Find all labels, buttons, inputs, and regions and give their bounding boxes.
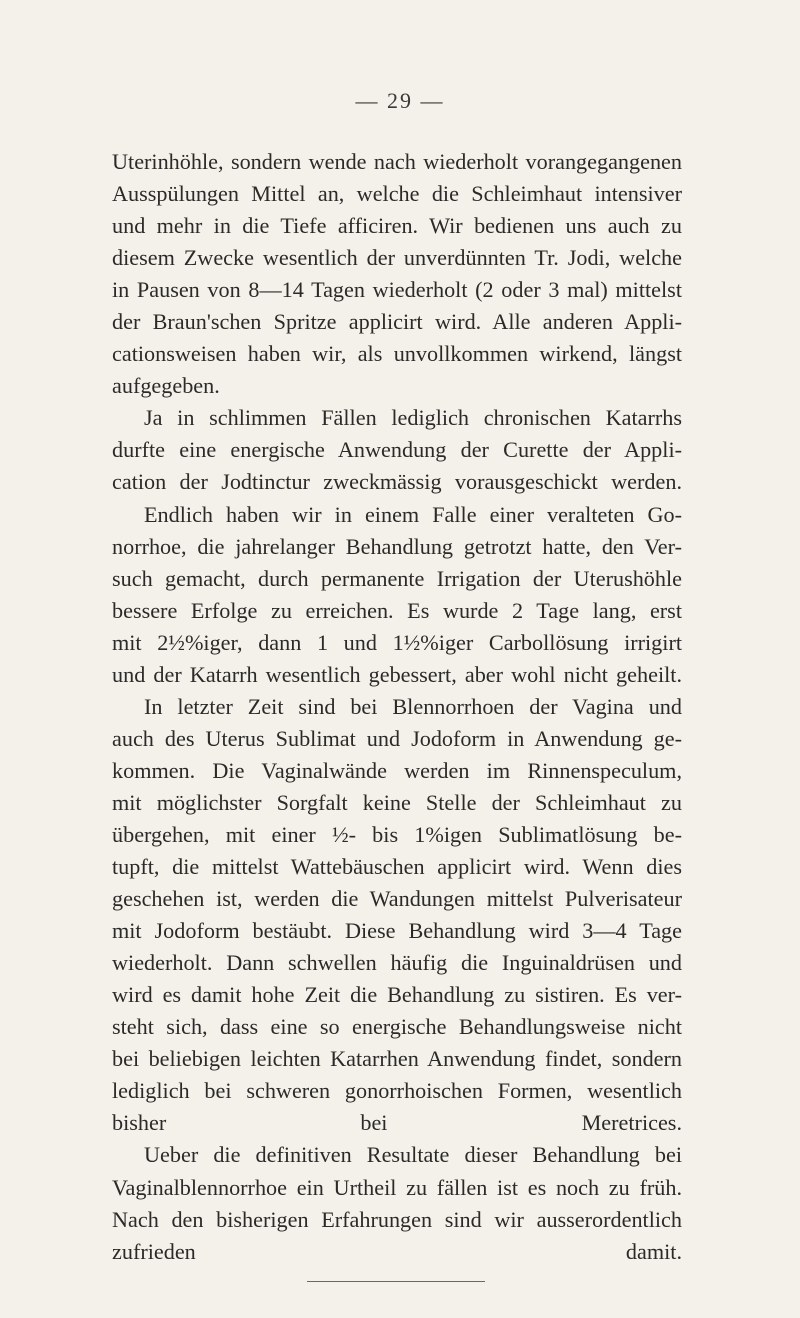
- text-line: mit möglichster Sorgfalt keine Stelle der Schleimhaut zu: [112, 789, 682, 815]
- text-line: geschehen ist, werden die Wandungen mittelst Pulverisateur: [112, 886, 682, 912]
- text-line: mit 2½%iger, dann 1 und 1½%iger Carbollösung irrigirt: [112, 629, 682, 655]
- text-line: kommen. Die Vaginalwände werden im Rinnenspeculum,: [112, 757, 682, 783]
- text-line: Vaginalblennorrhoe ein Urtheil zu fällen ist es noch zu früh.: [112, 1174, 682, 1200]
- text-line: In letzter Zeit sind bei Blennorrhoen der Vagina und: [144, 693, 682, 719]
- text-line: Nach den bisherigen Erfahrungen sind wir ausserordentlich: [112, 1206, 682, 1232]
- text-line: Ueber die definitiven Resultate dieser Behandlung bei: [144, 1142, 682, 1168]
- text-line: aufgegeben.: [112, 373, 220, 399]
- body-text: [112, 146, 682, 1268]
- text-line: bisher bei Meretrices.: [112, 1110, 682, 1136]
- text-line: übergehen, mit einer ½- bis 1%igen Sublimatlösung be-: [112, 821, 682, 847]
- text-line: such gemacht, durch permanente Irrigation der Uterushöhle: [112, 565, 682, 591]
- end-divider: [307, 1281, 485, 1282]
- text-line: Endlich haben wir in einem Falle einer veralteten Go-: [144, 501, 682, 527]
- text-line: und der Katarrh wesentlich gebessert, aber wohl nicht geheilt.: [112, 661, 682, 687]
- text-line: in Pausen von 8—14 Tagen wiederholt (2 oder 3 mal) mittelst: [112, 277, 682, 303]
- text-line: lediglich bei schweren gonorrhoischen Formen, wesentlich: [112, 1078, 682, 1104]
- text-line: Ausspülungen Mittel an, welche die Schleimhaut intensiver: [112, 181, 682, 207]
- text-line: auch des Uterus Sublimat und Jodoform in Anwendung ge-: [112, 725, 682, 751]
- text-line: Ja in schlimmen Fällen lediglich chronischen Katarrhs: [144, 405, 682, 431]
- text-line: wiederholt. Dann schwellen häufig die Inguinaldrüsen und: [112, 950, 682, 976]
- text-line: Uterinhöhle, sondern wende nach wiederholt vorangegangenen: [112, 149, 682, 174]
- page-number: — 29 —: [355, 88, 445, 113]
- paragraph: [112, 691, 682, 1140]
- text-line: bei beliebigen leichten Katarrhen Anwendung findet, sondern: [112, 1046, 682, 1072]
- text-line: steht sich, dass eine so energische Behandlungsweise nicht: [112, 1014, 682, 1040]
- paragraph: [112, 146, 682, 402]
- text-line: mit Jodoform bestäubt. Diese Behandlung wird 3—4 Tage: [112, 918, 682, 944]
- text-line: der Braun'schen Spritze applicirt wird. Alle anderen Appli-: [112, 309, 682, 335]
- text-line: norrhoe, die jahrelanger Behandlung getrotzt hatte, den Ver-: [112, 533, 682, 559]
- text-line: tupft, die mittelst Wattebäuschen applicirt wird. Wenn dies: [112, 854, 682, 880]
- paragraph: [112, 1139, 682, 1267]
- text-line: zufrieden damit.: [112, 1238, 682, 1264]
- text-line: cation der Jodtinctur zweckmässig vorausgeschickt werden.: [112, 469, 682, 495]
- paragraph: [112, 499, 682, 691]
- text-line: wird es damit hohe Zeit die Behandlung zu sistiren. Es ver-: [112, 982, 682, 1008]
- text-line: diesem Zwecke wesentlich der unverdünnten Tr. Jodi, welche: [112, 245, 682, 271]
- text-line: durfte eine energische Anwendung der Curette der Appli-: [112, 437, 682, 463]
- text-line: cationsweisen haben wir, als unvollkommen wirkend, längst: [112, 341, 682, 367]
- text-line: und mehr in die Tiefe afficiren. Wir bedienen uns auch zu: [112, 213, 682, 239]
- text-line: bessere Erfolge zu erreichen. Es wurde 2 Tage lang, erst: [112, 597, 682, 623]
- paragraph: [112, 402, 682, 498]
